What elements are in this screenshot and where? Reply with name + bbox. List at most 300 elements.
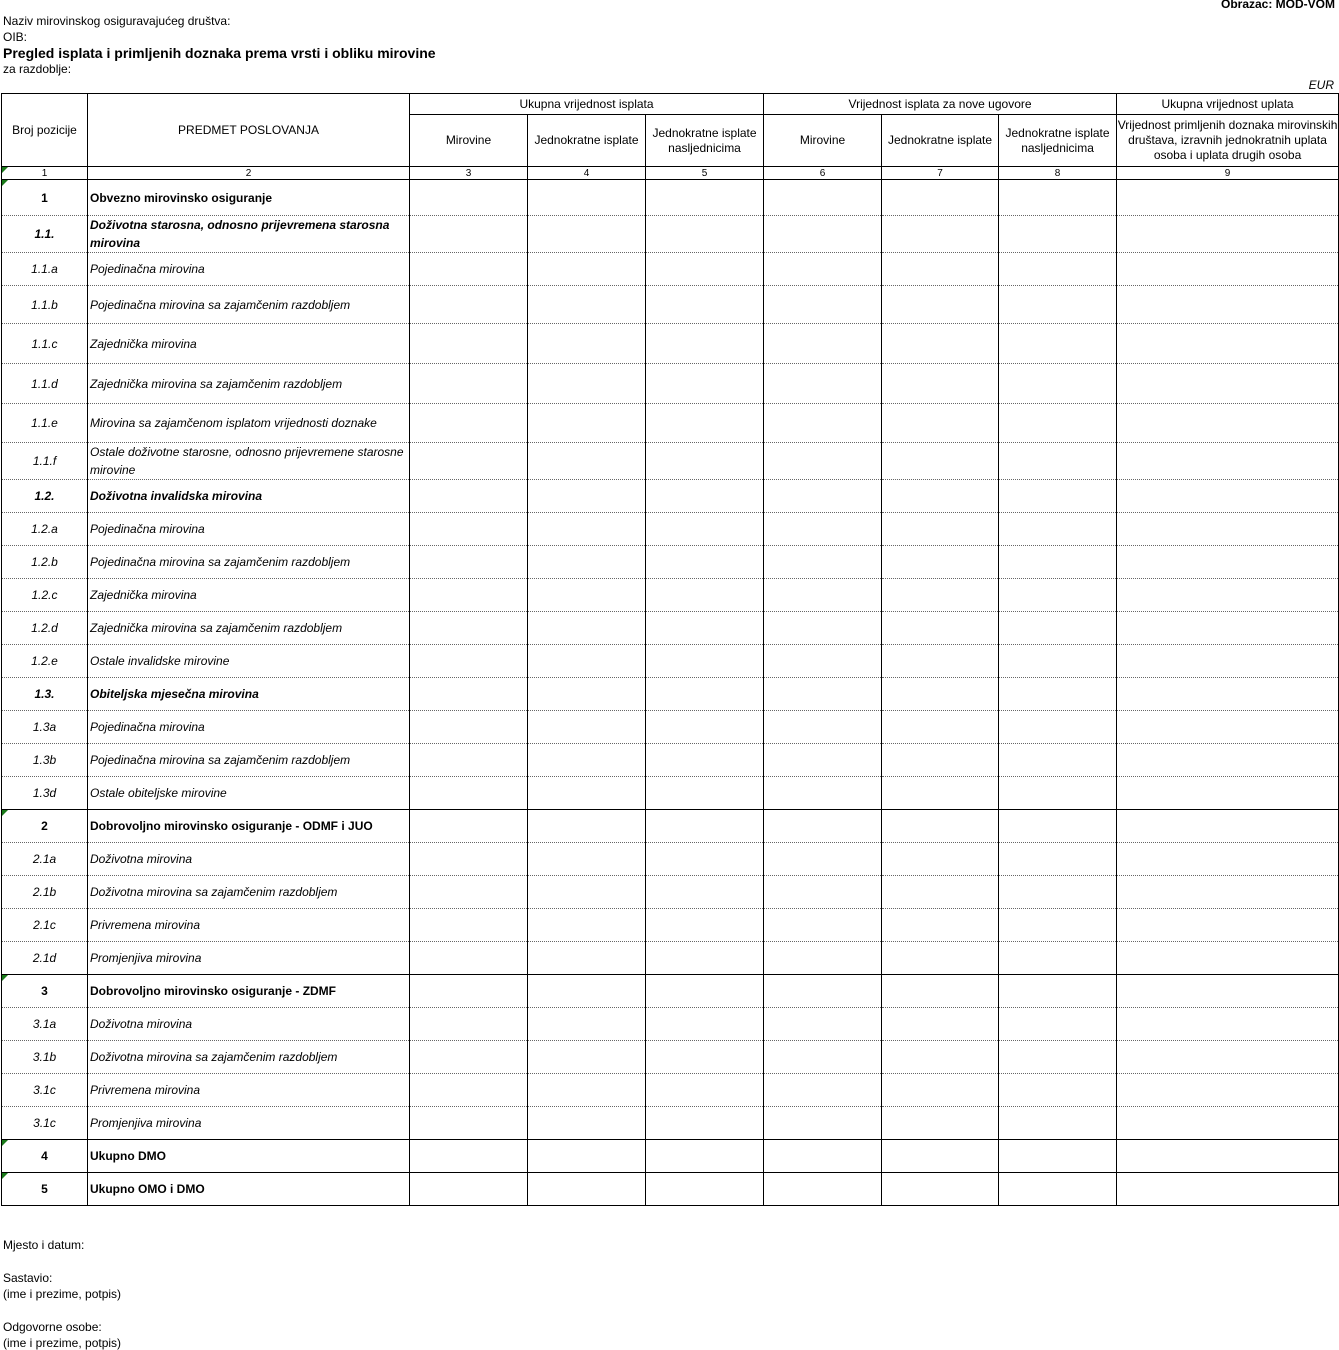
value-input-cell[interactable] <box>1117 480 1339 513</box>
value-input-cell[interactable] <box>646 546 764 579</box>
value-input-cell[interactable] <box>1117 253 1339 286</box>
table-row <box>2 579 1339 612</box>
value-input-cell[interactable] <box>646 843 764 876</box>
value-input-cell[interactable] <box>999 180 1117 216</box>
value-input-cell[interactable] <box>528 876 646 909</box>
column-number: 9 <box>1117 167 1339 180</box>
value-input-cell[interactable] <box>528 1041 646 1074</box>
value-input-cell[interactable] <box>410 480 528 513</box>
subject-cell: Pojedinačna mirovina <box>88 711 410 744</box>
value-input-cell[interactable] <box>764 909 882 942</box>
value-input-cell[interactable] <box>410 678 528 711</box>
value-input-cell[interactable] <box>410 1140 528 1173</box>
value-input-cell[interactable] <box>528 546 646 579</box>
value-input-cell[interactable] <box>999 711 1117 744</box>
value-input-cell[interactable] <box>528 810 646 843</box>
value-input-cell[interactable] <box>1117 942 1339 975</box>
value-input-cell[interactable] <box>646 1173 764 1206</box>
value-input-cell[interactable] <box>882 1107 999 1140</box>
value-input-cell[interactable] <box>646 286 764 324</box>
position-cell: 5 <box>2 1173 88 1206</box>
value-input-cell[interactable] <box>528 480 646 513</box>
value-input-cell[interactable] <box>1117 579 1339 612</box>
value-input-cell[interactable] <box>999 1107 1117 1140</box>
subject-cell: Privremena mirovina <box>88 909 410 942</box>
value-input-cell[interactable] <box>410 216 528 253</box>
value-input-cell[interactable] <box>646 216 764 253</box>
position-cell: 1.2.c <box>2 579 88 612</box>
value-input-cell[interactable] <box>882 876 999 909</box>
table-row <box>2 546 1339 579</box>
value-input-cell[interactable] <box>764 1107 882 1140</box>
value-input-cell[interactable] <box>882 253 999 286</box>
value-input-cell[interactable] <box>528 216 646 253</box>
value-input-cell[interactable] <box>1117 1074 1339 1107</box>
value-input-cell[interactable] <box>999 744 1117 777</box>
position-cell: 1.1. <box>2 216 88 253</box>
subject-cell: Ostale obiteljske mirovine <box>88 777 410 810</box>
value-input-cell[interactable] <box>528 513 646 546</box>
value-input-cell[interactable] <box>646 253 764 286</box>
value-input-cell[interactable] <box>528 364 646 404</box>
value-input-cell[interactable] <box>410 1107 528 1140</box>
value-input-cell[interactable] <box>646 711 764 744</box>
subject-cell: Obiteljska mjesečna mirovina <box>88 678 410 711</box>
value-input-cell[interactable] <box>646 324 764 364</box>
value-input-cell[interactable] <box>646 810 764 843</box>
value-input-cell[interactable] <box>999 579 1117 612</box>
value-input-cell[interactable] <box>528 1173 646 1206</box>
value-input-cell[interactable] <box>764 711 882 744</box>
value-input-cell[interactable] <box>410 777 528 810</box>
value-input-cell[interactable] <box>999 942 1117 975</box>
position-cell: 1.2. <box>2 480 88 513</box>
value-input-cell[interactable] <box>764 1140 882 1173</box>
value-input-cell[interactable] <box>764 364 882 404</box>
subject-cell: Pojedinačna mirovina sa zajamčenim razdobljem <box>88 286 410 324</box>
value-input-cell[interactable] <box>999 480 1117 513</box>
value-input-cell[interactable] <box>1117 744 1339 777</box>
value-input-cell[interactable] <box>764 579 882 612</box>
value-input-cell[interactable] <box>528 777 646 810</box>
value-input-cell[interactable] <box>999 1008 1117 1041</box>
value-input-cell[interactable] <box>882 744 999 777</box>
value-input-cell[interactable] <box>882 645 999 678</box>
value-input-cell[interactable] <box>1117 324 1339 364</box>
table-row <box>2 1173 1339 1206</box>
value-input-cell[interactable] <box>999 678 1117 711</box>
value-input-cell[interactable] <box>646 909 764 942</box>
value-input-cell[interactable] <box>646 404 764 443</box>
group-new-contracts-header: Vrijednost isplata za nove ugovore <box>764 94 1117 115</box>
value-input-cell[interactable] <box>410 1074 528 1107</box>
table-row <box>2 645 1339 678</box>
value-input-cell[interactable] <box>646 777 764 810</box>
value-input-cell[interactable] <box>646 942 764 975</box>
subject-cell: Ostale doživotne starosne, odnosno prijevremene starosne mirovine <box>88 443 410 480</box>
value-input-cell[interactable] <box>1117 1107 1339 1140</box>
value-input-cell[interactable] <box>882 909 999 942</box>
value-input-cell[interactable] <box>410 546 528 579</box>
table-row <box>2 324 1339 364</box>
value-input-cell[interactable] <box>999 612 1117 645</box>
value-input-cell[interactable] <box>528 404 646 443</box>
subject-cell: Ostale invalidske mirovine <box>88 645 410 678</box>
table-row <box>2 253 1339 286</box>
value-input-cell[interactable] <box>882 546 999 579</box>
value-input-cell[interactable] <box>410 253 528 286</box>
value-input-cell[interactable] <box>1117 546 1339 579</box>
value-input-cell[interactable] <box>882 1140 999 1173</box>
table-row <box>2 1041 1339 1074</box>
value-input-cell[interactable] <box>764 612 882 645</box>
table-row <box>2 777 1339 810</box>
value-input-cell[interactable] <box>764 876 882 909</box>
subject-cell: Pojedinačna mirovina sa zajamčenim razdobljem <box>88 546 410 579</box>
value-input-cell[interactable] <box>1117 180 1339 216</box>
value-input-cell[interactable] <box>410 180 528 216</box>
value-input-cell[interactable] <box>999 1173 1117 1206</box>
value-input-cell[interactable] <box>410 579 528 612</box>
value-input-cell[interactable] <box>764 975 882 1008</box>
table-row <box>2 612 1339 645</box>
position-cell: 1.1.f <box>2 443 88 480</box>
value-input-cell[interactable] <box>1117 1008 1339 1041</box>
sub-receipts-header: Vrijednost primljenih doznaka mirovinskih društava, izravnih jednokratnih uplata osoba i uplata drugih osoba <box>1117 115 1339 167</box>
value-input-cell[interactable] <box>528 579 646 612</box>
value-input-cell[interactable] <box>646 1107 764 1140</box>
sub-lump-sum-heirs-header: Jednokratne isplate nasljednicima <box>646 115 764 167</box>
value-input-cell[interactable] <box>999 443 1117 480</box>
value-input-cell[interactable] <box>764 942 882 975</box>
value-input-cell[interactable] <box>1117 711 1339 744</box>
subject-cell: Privremena mirovina <box>88 1074 410 1107</box>
value-input-cell[interactable] <box>882 711 999 744</box>
value-input-cell[interactable] <box>1117 810 1339 843</box>
table-row <box>2 180 1339 216</box>
value-input-cell[interactable] <box>764 678 882 711</box>
value-input-cell[interactable] <box>528 286 646 324</box>
table-row <box>2 216 1339 253</box>
value-input-cell[interactable] <box>528 324 646 364</box>
position-cell: 1.2.d <box>2 612 88 645</box>
subject-cell: Doživotna invalidska mirovina <box>88 480 410 513</box>
value-input-cell[interactable] <box>1117 216 1339 253</box>
value-input-cell[interactable] <box>882 777 999 810</box>
value-input-cell[interactable] <box>1117 1041 1339 1074</box>
subject-cell: Promjenjiva mirovina <box>88 942 410 975</box>
value-input-cell[interactable] <box>528 443 646 480</box>
table-row <box>2 443 1339 480</box>
value-input-cell[interactable] <box>764 843 882 876</box>
sub-pensions-header: Mirovine <box>764 115 882 167</box>
value-input-cell[interactable] <box>646 1041 764 1074</box>
value-input-cell[interactable] <box>764 1173 882 1206</box>
value-input-cell[interactable] <box>646 480 764 513</box>
value-input-cell[interactable] <box>410 1041 528 1074</box>
column-number: 4 <box>528 167 646 180</box>
value-input-cell[interactable] <box>1117 843 1339 876</box>
position-cell: 1.1.c <box>2 324 88 364</box>
value-input-cell[interactable] <box>410 324 528 364</box>
value-input-cell[interactable] <box>764 513 882 546</box>
value-input-cell[interactable] <box>999 909 1117 942</box>
form-code: Obrazac: MOD-VOM <box>1220 0 1335 11</box>
value-input-cell[interactable] <box>999 364 1117 404</box>
value-input-cell[interactable] <box>646 180 764 216</box>
value-input-cell[interactable] <box>764 180 882 216</box>
value-input-cell[interactable] <box>882 513 999 546</box>
value-input-cell[interactable] <box>999 876 1117 909</box>
table-row <box>2 286 1339 324</box>
position-cell: 2 <box>2 810 88 843</box>
value-input-cell[interactable] <box>999 975 1117 1008</box>
value-input-cell[interactable] <box>764 216 882 253</box>
position-cell: 4 <box>2 1140 88 1173</box>
subject-cell: Promjenjiva mirovina <box>88 1107 410 1140</box>
position-cell: 1.1.d <box>2 364 88 404</box>
position-cell: 3.1b <box>2 1041 88 1074</box>
value-input-cell[interactable] <box>882 1074 999 1107</box>
value-input-cell[interactable] <box>410 942 528 975</box>
sub-lump-sum-heirs-header: Jednokratne isplate nasljednicima <box>999 115 1117 167</box>
position-cell: 1.2.a <box>2 513 88 546</box>
value-input-cell[interactable] <box>1117 1173 1339 1206</box>
value-input-cell[interactable] <box>764 253 882 286</box>
page-title: Pregled isplata i primljenih doznaka prema vrsti i obliku mirovine <box>3 45 436 61</box>
value-input-cell[interactable] <box>528 909 646 942</box>
sub-pensions-header: Mirovine <box>410 115 528 167</box>
subject-cell: Zajednička mirovina sa zajamčenim razdobljem <box>88 364 410 404</box>
value-input-cell[interactable] <box>646 645 764 678</box>
table-row <box>2 876 1339 909</box>
value-input-cell[interactable] <box>528 711 646 744</box>
value-input-cell[interactable] <box>882 678 999 711</box>
table-row <box>2 942 1339 975</box>
value-input-cell[interactable] <box>1117 286 1339 324</box>
value-input-cell[interactable] <box>999 1041 1117 1074</box>
value-input-cell[interactable] <box>764 443 882 480</box>
value-input-cell[interactable] <box>410 1173 528 1206</box>
value-input-cell[interactable] <box>999 404 1117 443</box>
value-input-cell[interactable] <box>1117 1140 1339 1173</box>
value-input-cell[interactable] <box>410 364 528 404</box>
value-input-cell[interactable] <box>646 744 764 777</box>
responsible-persons-label: Odgovorne osobe: <box>3 1320 102 1334</box>
position-cell: 1.2.b <box>2 546 88 579</box>
value-input-cell[interactable] <box>1117 443 1339 480</box>
value-input-cell[interactable] <box>528 180 646 216</box>
value-input-cell[interactable] <box>410 513 528 546</box>
subject-cell: Ukupno OMO i DMO <box>88 1173 410 1206</box>
value-input-cell[interactable] <box>528 678 646 711</box>
value-input-cell[interactable] <box>646 579 764 612</box>
value-input-cell[interactable] <box>410 645 528 678</box>
subject-cell: Pojedinačna mirovina <box>88 513 410 546</box>
value-input-cell[interactable] <box>528 1140 646 1173</box>
company-name-label: Naziv mirovinskog osiguravajućeg društva: <box>3 14 231 28</box>
value-input-cell[interactable] <box>882 1173 999 1206</box>
value-input-cell[interactable] <box>646 364 764 404</box>
table-body <box>2 180 1339 1206</box>
value-input-cell[interactable] <box>410 286 528 324</box>
value-input-cell[interactable] <box>882 180 999 216</box>
value-input-cell[interactable] <box>999 843 1117 876</box>
value-input-cell[interactable] <box>999 216 1117 253</box>
value-input-cell[interactable] <box>528 645 646 678</box>
table-row <box>2 711 1339 744</box>
value-input-cell[interactable] <box>410 876 528 909</box>
column-number: 1 <box>2 167 88 180</box>
value-input-cell[interactable] <box>646 513 764 546</box>
subject-cell: Zajednička mirovina <box>88 324 410 364</box>
value-input-cell[interactable] <box>882 810 999 843</box>
value-input-cell[interactable] <box>882 942 999 975</box>
value-input-cell[interactable] <box>999 1074 1117 1107</box>
value-input-cell[interactable] <box>999 777 1117 810</box>
value-input-cell[interactable] <box>1117 404 1339 443</box>
value-input-cell[interactable] <box>999 324 1117 364</box>
value-input-cell[interactable] <box>528 942 646 975</box>
value-input-cell[interactable] <box>410 843 528 876</box>
value-input-cell[interactable] <box>999 546 1117 579</box>
value-input-cell[interactable] <box>646 612 764 645</box>
value-input-cell[interactable] <box>646 1140 764 1173</box>
value-input-cell[interactable] <box>528 612 646 645</box>
value-input-cell[interactable] <box>646 876 764 909</box>
value-input-cell[interactable] <box>1117 645 1339 678</box>
position-cell: 2.1c <box>2 909 88 942</box>
value-input-cell[interactable] <box>882 1008 999 1041</box>
value-input-cell[interactable] <box>528 1008 646 1041</box>
table-row <box>2 843 1339 876</box>
value-input-cell[interactable] <box>999 645 1117 678</box>
value-input-cell[interactable] <box>882 404 999 443</box>
col-subject-header: PREDMET POSLOVANJA <box>88 94 410 167</box>
value-input-cell[interactable] <box>882 1041 999 1074</box>
subject-cell: Doživotna mirovina <box>88 843 410 876</box>
value-input-cell[interactable] <box>999 253 1117 286</box>
value-input-cell[interactable] <box>1117 364 1339 404</box>
value-input-cell[interactable] <box>999 513 1117 546</box>
value-input-cell[interactable] <box>764 404 882 443</box>
value-input-cell[interactable] <box>764 744 882 777</box>
value-input-cell[interactable] <box>1117 909 1339 942</box>
column-number: 7 <box>882 167 999 180</box>
value-input-cell[interactable] <box>764 480 882 513</box>
value-input-cell[interactable] <box>410 810 528 843</box>
value-input-cell[interactable] <box>882 324 999 364</box>
value-input-cell[interactable] <box>646 678 764 711</box>
position-cell: 3.1a <box>2 1008 88 1041</box>
value-input-cell[interactable] <box>764 546 882 579</box>
value-input-cell[interactable] <box>410 404 528 443</box>
column-number: 6 <box>764 167 882 180</box>
value-input-cell[interactable] <box>882 364 999 404</box>
value-input-cell[interactable] <box>764 777 882 810</box>
value-input-cell[interactable] <box>882 579 999 612</box>
period-label: za razdoblje: <box>3 62 72 76</box>
value-input-cell[interactable] <box>528 1074 646 1107</box>
value-input-cell[interactable] <box>1117 513 1339 546</box>
value-input-cell[interactable] <box>764 810 882 843</box>
place-date-label: Mjesto i datum: <box>3 1238 85 1252</box>
col-position-header: Broj pozicije <box>2 94 88 167</box>
value-input-cell[interactable] <box>410 711 528 744</box>
value-input-cell[interactable] <box>1117 777 1339 810</box>
subject-cell: Pojedinačna mirovina sa zajamčenim razdobljem <box>88 744 410 777</box>
value-input-cell[interactable] <box>1117 876 1339 909</box>
value-input-cell[interactable] <box>1117 975 1339 1008</box>
sub-lump-sum-header: Jednokratne isplate <box>882 115 999 167</box>
value-input-cell[interactable] <box>528 253 646 286</box>
group-total-receipts-header: Ukupna vrijednost uplata <box>1117 94 1339 115</box>
value-input-cell[interactable] <box>882 286 999 324</box>
value-input-cell[interactable] <box>999 286 1117 324</box>
group-total-payments-header: Ukupna vrijednost isplata <box>410 94 764 115</box>
position-cell: 1 <box>2 180 88 216</box>
report-table <box>1 93 1339 1206</box>
value-input-cell[interactable] <box>528 1107 646 1140</box>
subject-cell: Doživotna starosna, odnosno prijevremena starosna mirovina <box>88 216 410 253</box>
value-input-cell[interactable] <box>882 216 999 253</box>
value-input-cell[interactable] <box>999 810 1117 843</box>
value-input-cell[interactable] <box>764 1041 882 1074</box>
table-row <box>2 744 1339 777</box>
value-input-cell[interactable] <box>410 975 528 1008</box>
value-input-cell[interactable] <box>764 1008 882 1041</box>
value-input-cell[interactable] <box>410 443 528 480</box>
value-input-cell[interactable] <box>646 443 764 480</box>
subject-cell: Doživotna mirovina sa zajamčenim razdobljem <box>88 1041 410 1074</box>
table-row <box>2 513 1339 546</box>
value-input-cell[interactable] <box>999 1140 1117 1173</box>
subject-cell: Dobrovoljno mirovinsko osiguranje - ZDMF <box>88 975 410 1008</box>
value-input-cell[interactable] <box>882 612 999 645</box>
value-input-cell[interactable] <box>410 744 528 777</box>
value-input-cell[interactable] <box>1117 612 1339 645</box>
subject-cell: Obvezno mirovinsko osiguranje <box>88 180 410 216</box>
value-input-cell[interactable] <box>528 975 646 1008</box>
table-row <box>2 1107 1339 1140</box>
subject-cell: Zajednička mirovina sa zajamčenim razdobljem <box>88 612 410 645</box>
value-input-cell[interactable] <box>646 1074 764 1107</box>
value-input-cell[interactable] <box>646 1008 764 1041</box>
position-cell: 3.1c <box>2 1074 88 1107</box>
value-input-cell[interactable] <box>764 1074 882 1107</box>
value-input-cell[interactable] <box>410 1008 528 1041</box>
position-cell: 1.1.b <box>2 286 88 324</box>
value-input-cell[interactable] <box>1117 678 1339 711</box>
value-input-cell[interactable] <box>528 744 646 777</box>
value-input-cell[interactable] <box>882 443 999 480</box>
position-cell: 2.1d <box>2 942 88 975</box>
value-input-cell[interactable] <box>882 480 999 513</box>
position-cell: 1.3d <box>2 777 88 810</box>
value-input-cell[interactable] <box>410 909 528 942</box>
value-input-cell[interactable] <box>410 612 528 645</box>
value-input-cell[interactable] <box>882 975 999 1008</box>
table-row <box>2 1140 1339 1173</box>
value-input-cell[interactable] <box>764 324 882 364</box>
value-input-cell[interactable] <box>528 843 646 876</box>
responsible-signature-label: (ime i prezime, potpis) <box>3 1336 122 1350</box>
position-cell: 2.1a <box>2 843 88 876</box>
value-input-cell[interactable] <box>764 286 882 324</box>
value-input-cell[interactable] <box>882 843 999 876</box>
value-input-cell[interactable] <box>646 975 764 1008</box>
value-input-cell[interactable] <box>764 645 882 678</box>
